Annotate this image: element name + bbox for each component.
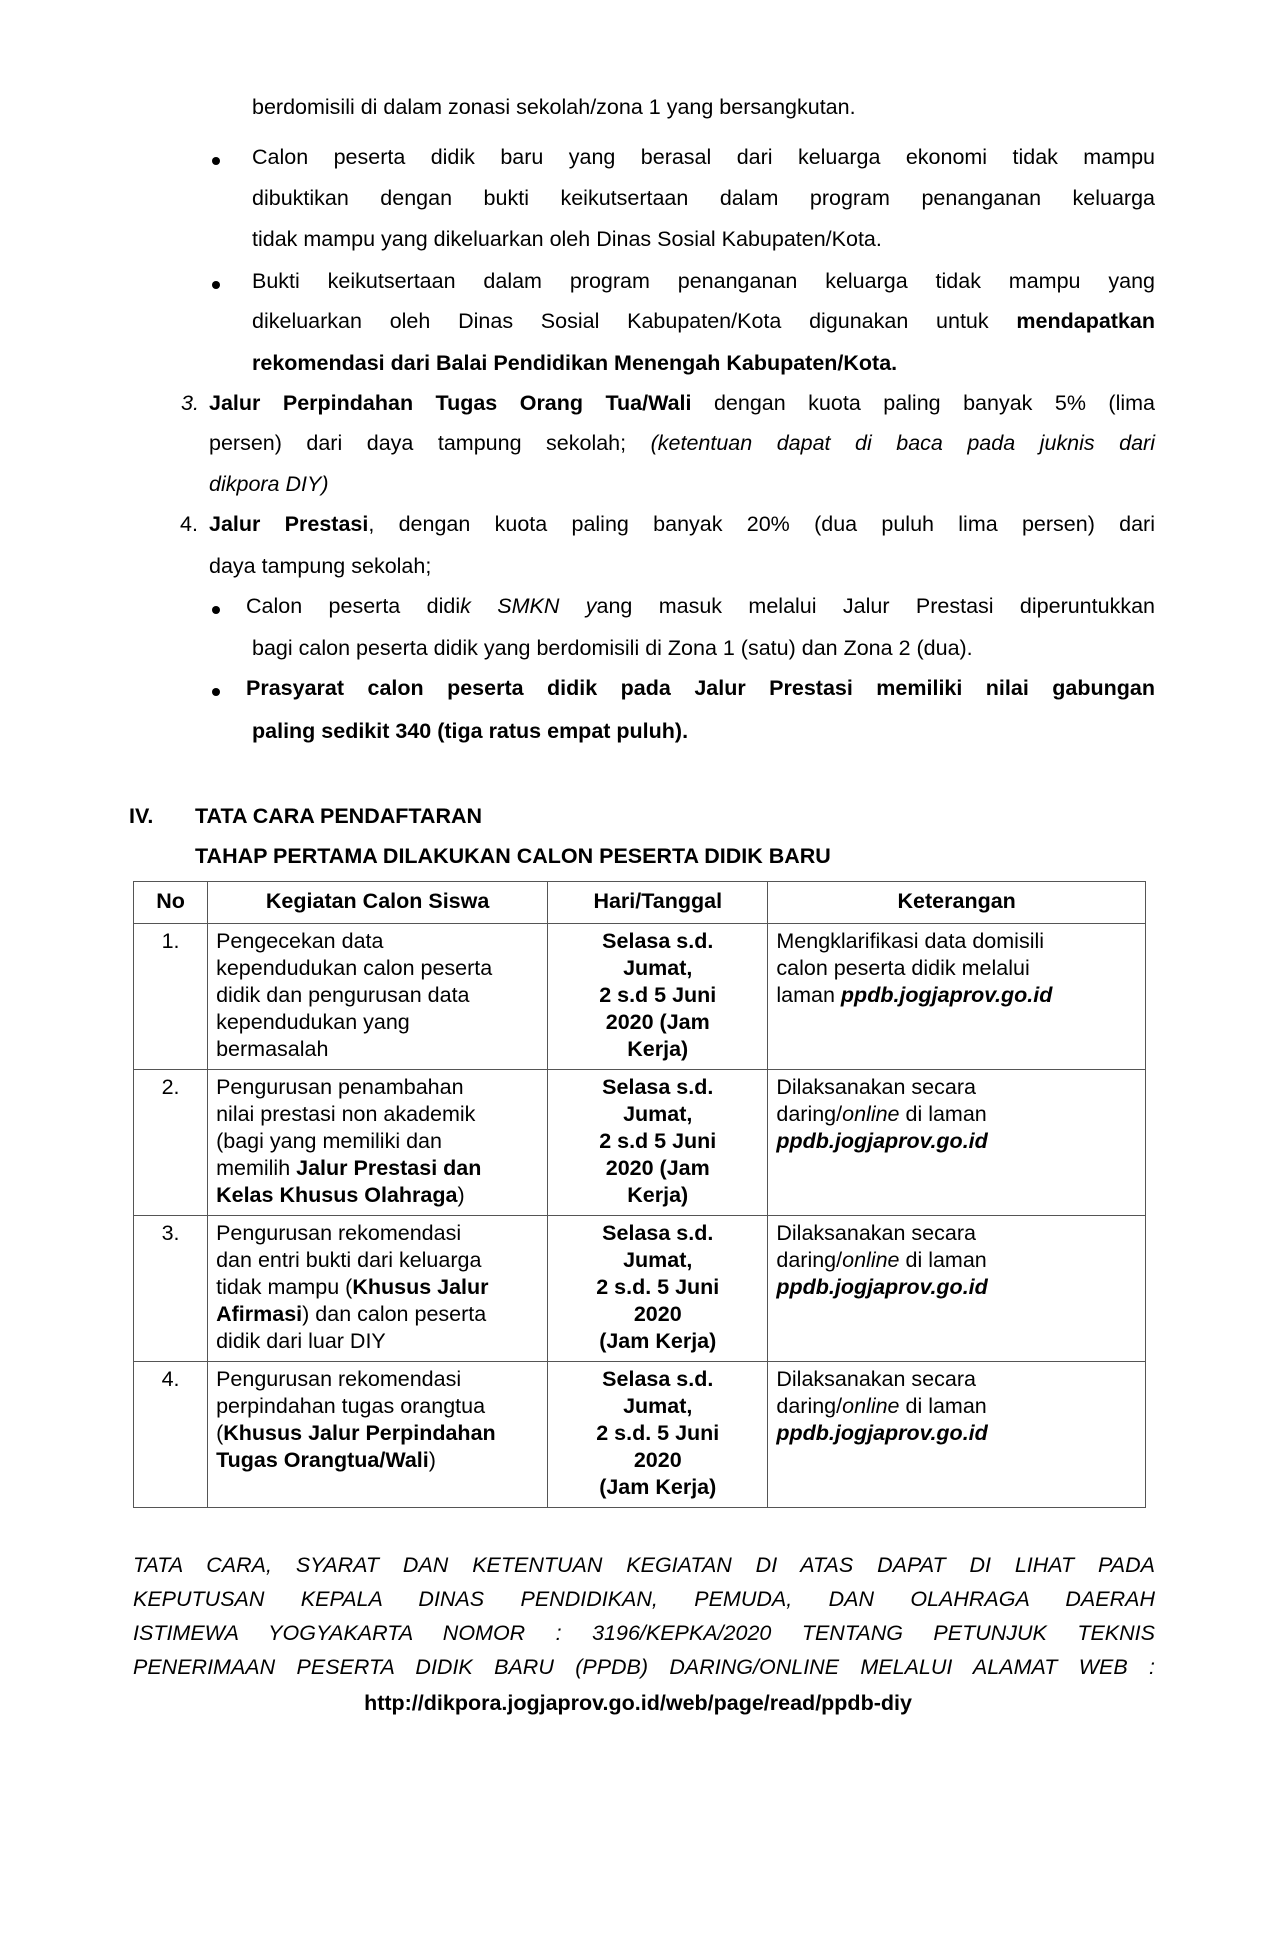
bullet-icon bbox=[212, 157, 220, 165]
paragraph-line: Calon peserta didik baru yang berasal dari keluarga ekonomi tidak mampu bbox=[252, 145, 1155, 169]
table-row bbox=[134, 924, 1146, 1070]
schedule-table bbox=[133, 881, 1146, 1508]
text-run: dengan kuota paling banyak 5% (lima bbox=[691, 391, 1155, 415]
header-note: Keterangan bbox=[768, 882, 1146, 924]
cell-line: Selasa s.d. bbox=[602, 1075, 714, 1099]
table-row bbox=[134, 1362, 1146, 1508]
cell-line: Selasa s.d. bbox=[602, 1367, 714, 1391]
paragraph-line: dibuktikan dengan bukti keikutsertaan dalam program penanganan keluarga bbox=[252, 186, 1155, 210]
table-header-row bbox=[134, 882, 1146, 924]
text-run: ang masuk melalui Jalur Prestasi diperuntukkan bbox=[596, 594, 1155, 618]
cell-line: Jumat, bbox=[623, 956, 693, 980]
cell-line: Kerja) bbox=[627, 1037, 689, 1061]
footnote-line: TATA CARA, SYARAT DAN KETENTUAN KEGIATAN DI ATAS DAPAT DI LIHAT PADA bbox=[133, 1553, 1155, 1577]
cell-line: 2 s.d. 5 Juni bbox=[596, 1421, 720, 1445]
cell-line: Pengurusan penambahan bbox=[216, 1075, 464, 1099]
cell-line bbox=[216, 1155, 539, 1182]
text-run: ) dan calon peserta bbox=[302, 1302, 487, 1326]
cell-line: Selasa s.d. bbox=[602, 929, 714, 953]
cell-line: 2020 bbox=[633, 1302, 682, 1326]
cell-activity bbox=[208, 1216, 548, 1362]
bold-run: Jalur Prestasi bbox=[209, 512, 369, 536]
italic-run: online bbox=[842, 1102, 900, 1126]
cell-line bbox=[216, 1420, 539, 1447]
text-run: laman bbox=[776, 983, 841, 1007]
cell-line: (Jam Kerja) bbox=[599, 1329, 717, 1353]
cell-date bbox=[548, 924, 768, 1070]
cell-line bbox=[776, 982, 1137, 1009]
bold-run: Khusus Jalur bbox=[352, 1275, 489, 1299]
bold-run: Kelas Khusus Olahraga bbox=[216, 1183, 458, 1207]
cell-line: kependudukan calon peserta bbox=[216, 956, 493, 980]
bullet-icon bbox=[212, 281, 220, 289]
cell-line: Dilaksanakan secara bbox=[776, 1075, 976, 1099]
cell-line bbox=[216, 1301, 539, 1328]
cell-date bbox=[548, 1070, 768, 1216]
bold-run: Jalur Perpindahan Tugas Orang Tua/Wali bbox=[209, 391, 692, 415]
cell-activity bbox=[208, 924, 548, 1070]
paragraph-line: paling sedikit 340 (tiga ratus empat puluh). bbox=[252, 719, 689, 743]
cell-line: perpindahan tugas orangtua bbox=[216, 1394, 486, 1418]
text-run: ( bbox=[216, 1421, 224, 1445]
paragraph-line bbox=[209, 388, 1155, 418]
paragraph-line: tidak mampu yang dikeluarkan oleh Dinas Sosial Kabupaten/Kota. bbox=[252, 227, 882, 251]
bullet-icon bbox=[212, 688, 220, 696]
website-link[interactable]: ppdb.jogjaprov.go.id bbox=[776, 1129, 988, 1153]
header-activity: Kegiatan Calon Siswa bbox=[208, 882, 548, 924]
cell-line: kependudukan yang bbox=[216, 1010, 410, 1034]
cell-line: Dilaksanakan secara bbox=[776, 1221, 976, 1245]
text-run: di laman bbox=[899, 1102, 987, 1126]
cell-note bbox=[768, 1070, 1146, 1216]
cell-line: nilai prestasi non akademik bbox=[216, 1102, 476, 1126]
cell-line: Jumat, bbox=[623, 1394, 693, 1418]
table-row bbox=[134, 1070, 1146, 1216]
bold-run: Khusus Jalur Perpindahan bbox=[223, 1421, 496, 1445]
paragraph-line bbox=[252, 306, 1155, 336]
text-run: di laman bbox=[899, 1394, 987, 1418]
cell-line: 2020 bbox=[633, 1448, 682, 1472]
cell-line: 2 s.d 5 Juni bbox=[599, 1129, 717, 1153]
bold-run: mendapatkan bbox=[1016, 309, 1155, 333]
cell-line: Kerja) bbox=[627, 1183, 689, 1207]
list-number: 3. bbox=[181, 391, 199, 415]
cell-line bbox=[776, 1101, 1137, 1128]
reference-url-link[interactable]: http://dikpora.jogjaprov.go.id/web/page/read/ppdb-diy bbox=[364, 1691, 912, 1715]
text-run: persen) dari daya tampung sekolah; bbox=[209, 431, 651, 455]
cell-note bbox=[768, 1362, 1146, 1508]
bullet-icon bbox=[212, 606, 220, 614]
cell-line: didik dan pengurusan data bbox=[216, 983, 470, 1007]
website-link[interactable]: ppdb.jogjaprov.go.id bbox=[840, 983, 1053, 1007]
footnote-line: KEPUTUSAN KEPALA DINAS PENDIDIKAN, PEMUDA, DAN OLAHRAGA DAERAH bbox=[133, 1587, 1155, 1611]
cell-line bbox=[216, 1447, 539, 1474]
paragraph-line bbox=[209, 509, 1155, 539]
footnote-line: PENERIMAAN PESERTA DIDIK BARU (PPDB) DARING/ONLINE MELALUI ALAMAT WEB : bbox=[133, 1655, 1155, 1679]
cell-line: didik dari luar DIY bbox=[216, 1329, 386, 1353]
cell-line: Pengurusan rekomendasi bbox=[216, 1221, 462, 1245]
footnote-line: ISTIMEWA YOGYAKARTA NOMOR : 3196/KEPKA/2020 TENTANG PETUNJUK TEKNIS bbox=[133, 1621, 1155, 1645]
cell-line: dan entri bukti dari keluarga bbox=[216, 1248, 482, 1272]
paragraph-line bbox=[246, 591, 1155, 621]
section-number: IV. bbox=[129, 804, 154, 828]
cell-line: 2 s.d 5 Juni bbox=[599, 983, 717, 1007]
paragraph-line: Bukti keikutsertaan dalam program penanganan keluarga tidak mampu yang bbox=[252, 269, 1155, 293]
cell-no: 2. bbox=[134, 1070, 208, 1216]
cell-line: (Jam Kerja) bbox=[599, 1475, 717, 1499]
list-number: 4. bbox=[180, 512, 198, 536]
italic-run: online bbox=[842, 1248, 900, 1272]
italic-run: online bbox=[842, 1394, 900, 1418]
cell-note bbox=[768, 924, 1146, 1070]
paragraph-line: daya tampung sekolah; bbox=[209, 554, 432, 578]
text-run: ) bbox=[457, 1183, 465, 1207]
cell-line: Selasa s.d. bbox=[602, 1221, 714, 1245]
text-run: Calon peserta didi bbox=[246, 594, 461, 618]
paragraph-line bbox=[209, 428, 1155, 458]
paragraph-line: dikpora DIY) bbox=[209, 472, 329, 496]
paragraph-line: berdomisili di dalam zonasi sekolah/zona 1 yang bersangkutan. bbox=[252, 95, 856, 119]
text-run: tidak mampu ( bbox=[216, 1275, 353, 1299]
cell-line: 2 s.d. 5 Juni bbox=[596, 1275, 720, 1299]
cell-line bbox=[216, 1182, 539, 1209]
paragraph-line: Prasyarat calon peserta didik pada Jalur Prestasi memiliki nilai gabungan bbox=[246, 676, 1155, 700]
cell-line: Pengurusan rekomendasi bbox=[216, 1367, 462, 1391]
header-date: Hari/Tanggal bbox=[548, 882, 768, 924]
cell-date bbox=[548, 1362, 768, 1508]
text-run: , dengan kuota paling banyak 20% (dua puluh lima persen) dari bbox=[368, 512, 1155, 536]
cell-date bbox=[548, 1216, 768, 1362]
cell-line: Dilaksanakan secara bbox=[776, 1367, 976, 1391]
cell-line: Pengecekan data bbox=[216, 929, 384, 953]
cell-no: 1. bbox=[134, 924, 208, 1070]
bold-run: Tugas Orangtua/Wali bbox=[216, 1448, 429, 1472]
bold-run: Jalur Prestasi dan bbox=[296, 1156, 482, 1180]
text-run: daring/ bbox=[776, 1248, 843, 1272]
cell-line bbox=[776, 1247, 1137, 1274]
cell-line: Jumat, bbox=[623, 1248, 693, 1272]
website-link[interactable]: ppdb.jogjaprov.go.id bbox=[776, 1275, 988, 1299]
paragraph-line: rekomendasi dari Balai Pendidikan Menengah Kabupaten/Kota. bbox=[252, 351, 898, 375]
footnote-block bbox=[133, 1548, 1155, 1684]
cell-line bbox=[776, 1393, 1137, 1420]
cell-line: 2020 (Jam bbox=[605, 1010, 710, 1034]
cell-activity bbox=[208, 1362, 548, 1508]
cell-activity bbox=[208, 1070, 548, 1216]
cell-line: calon peserta didik melalui bbox=[776, 956, 1030, 980]
table-caption: TAHAP PERTAMA DILAKUKAN CALON PESERTA DIDIK BARU bbox=[195, 844, 831, 868]
text-run: memilih bbox=[216, 1156, 297, 1180]
cell-note bbox=[768, 1216, 1146, 1362]
italic-run: k SMKN y bbox=[460, 594, 597, 618]
header-no: No bbox=[134, 882, 208, 924]
cell-no: 3. bbox=[134, 1216, 208, 1362]
cell-line: Jumat, bbox=[623, 1102, 693, 1126]
website-link[interactable]: ppdb.jogjaprov.go.id bbox=[776, 1421, 988, 1445]
cell-line: Mengklarifikasi data domisili bbox=[776, 929, 1045, 953]
section-heading: TATA CARA PENDAFTARAN bbox=[195, 804, 483, 828]
paragraph-line: bagi calon peserta didik yang berdomisili di Zona 1 (satu) dan Zona 2 (dua). bbox=[252, 636, 973, 660]
text-run: di laman bbox=[899, 1248, 987, 1272]
cell-line bbox=[216, 1274, 539, 1301]
text-run: daring/ bbox=[776, 1394, 843, 1418]
cell-line: bermasalah bbox=[216, 1037, 329, 1061]
cell-no: 4. bbox=[134, 1362, 208, 1508]
text-run: daring/ bbox=[776, 1102, 843, 1126]
text-run: ) bbox=[428, 1448, 436, 1472]
table-row bbox=[134, 1216, 1146, 1362]
text-run: dikeluarkan oleh Dinas Sosial Kabupaten/Kota digunakan untuk bbox=[252, 309, 1017, 333]
italic-run: (ketentuan dapat di baca pada juknis dari bbox=[650, 431, 1155, 455]
cell-line: 2020 (Jam bbox=[605, 1156, 710, 1180]
cell-line: (bagi yang memiliki dan bbox=[216, 1129, 442, 1153]
bold-run: Afirmasi bbox=[216, 1302, 303, 1326]
